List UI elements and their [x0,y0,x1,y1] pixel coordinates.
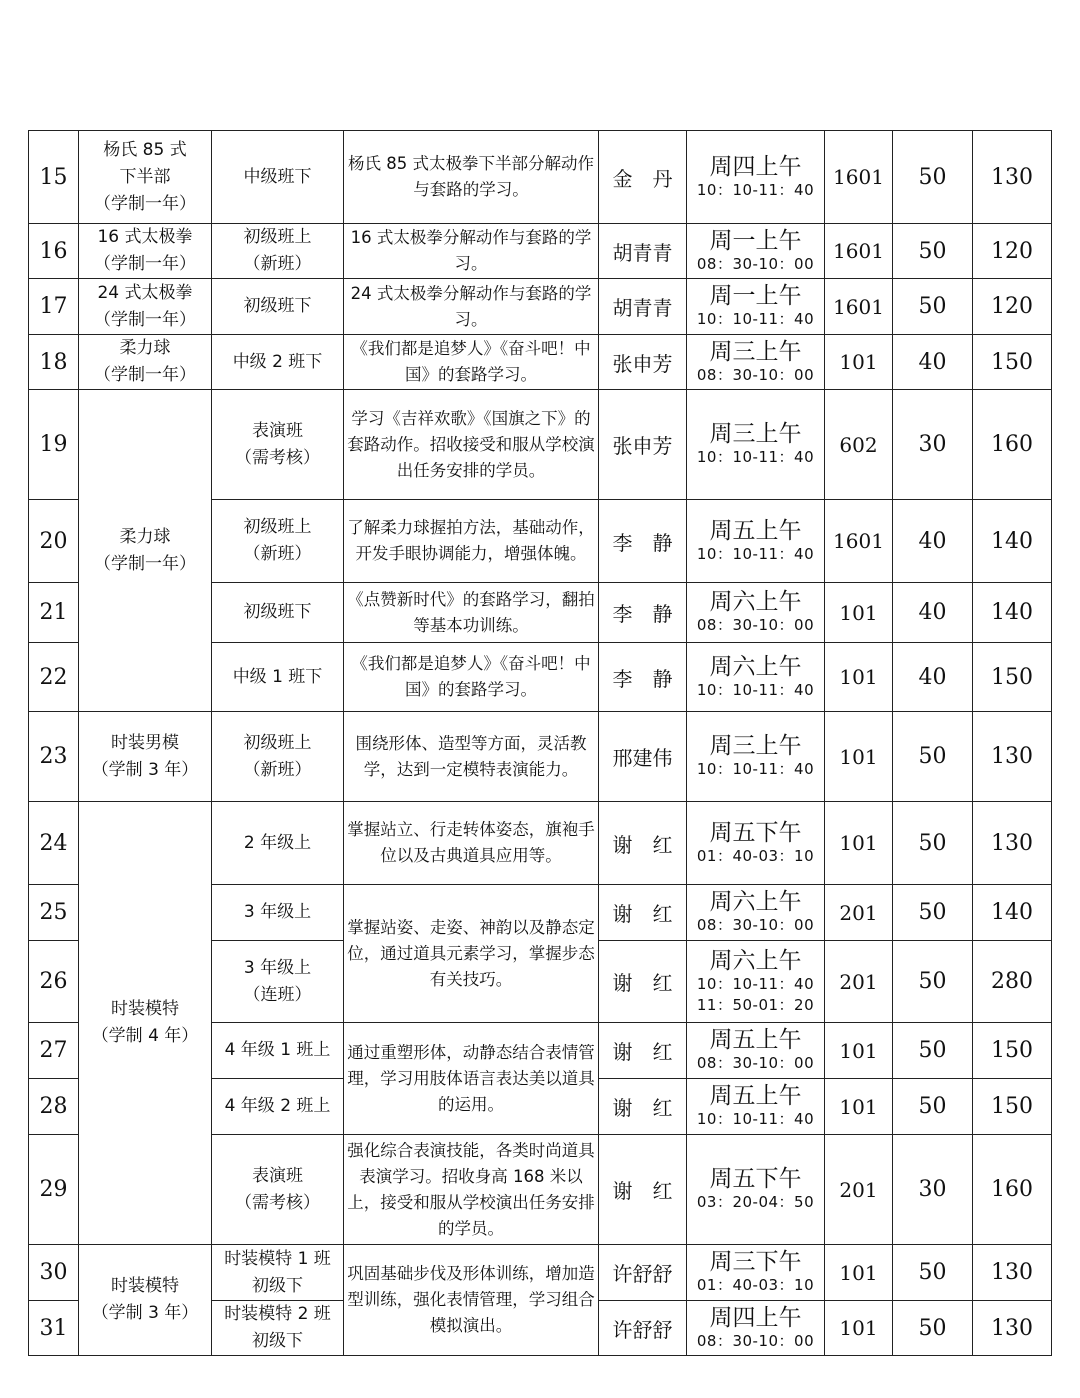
row-number: 16 [29,224,79,279]
class-day: 周三下午 [709,1249,802,1275]
course-description: 《我们都是追梦人》《奋斗吧！中国》的套路学习。 [344,335,599,390]
course-name-line: （学制一年） [94,365,196,385]
class-hours: 10：10-11：40 [696,310,815,328]
class-capacity: 50 [893,712,973,802]
room-number: 101 [825,712,893,802]
course-name-line: 时装模特 [111,1276,179,1296]
class-capacity: 40 [893,335,973,390]
table-row [29,224,1052,279]
room-number: 1601 [825,500,893,583]
teacher-name: 谢 红 [612,1179,673,1203]
room-number: 201 [825,1135,893,1245]
class-capacity: 50 [893,1301,973,1356]
row-number: 28 [29,1079,79,1135]
class-time [687,131,825,224]
row-number: 19 [29,390,79,500]
class-level-line: 时装模特 2 班 [224,1304,331,1324]
table-row [29,390,1052,500]
class-hours: 08：30-10：00 [696,254,815,273]
class-level-line: 中级班下 [243,166,312,187]
teacher-name: 许舒舒 [612,1262,673,1286]
teacher-cell [599,1079,687,1135]
class-fee: 150 [973,643,1052,712]
class-hours: 11：50-01：20 [696,995,815,1014]
class-level-line: 初级下 [252,1331,303,1351]
course-name-line: 时装男模 [111,732,179,753]
table-row [29,279,1052,335]
class-time [687,1245,825,1301]
row-number: 29 [29,1135,79,1245]
class-level-line: （新班） [243,759,312,780]
class-level [212,885,344,941]
teacher-cell [599,802,687,885]
class-level [212,1245,344,1301]
course-description: 杨氏 85 式太极拳下半部分解动作与套路的学习。 [344,131,599,224]
class-level [212,224,344,279]
class-fee: 160 [973,390,1052,500]
class-level-line: 初级班上 [243,227,312,247]
teacher-name: 邢建伟 [612,746,673,770]
class-day: 周四上午 [709,1304,802,1331]
table-row [29,802,1052,885]
teacher-cell [599,1301,687,1356]
class-day: 周五上午 [709,517,802,544]
class-fee: 130 [973,712,1052,802]
class-fee: 130 [973,1245,1052,1301]
course-description: 巩固基础步伐及形体训练，增加造型训练，强化表情管理，学习组合模拟演出。 [344,1245,599,1356]
class-fee: 130 [973,802,1052,885]
teacher-name: 张申芳 [612,351,673,376]
class-time [687,802,825,885]
class-day: 周四上午 [709,153,802,180]
course-description: 了解柔力球握拍方法，基础动作，开发手眼协调能力，增强体魄。 [344,500,599,583]
course-name-line: 柔力球 [119,338,171,358]
class-level-line: 初级班下 [243,296,312,316]
class-hours: 10：10-11：40 [696,680,815,699]
class-fee: 140 [973,583,1052,643]
course-description: 掌握站立、行走转体姿态，旗袍手位以及古典道具应用等。 [344,802,599,885]
course-description: 24 式太极拳分解动作与套路的学习。 [344,279,599,335]
class-day: 周六上午 [709,653,802,680]
course-name-line: （学制 3 年） [91,1303,199,1323]
class-fee: 150 [973,1079,1052,1135]
room-number: 101 [825,335,893,390]
course-name [79,335,212,390]
class-level [212,802,344,885]
class-time [687,1079,825,1135]
course-description: 掌握站姿、走姿、神韵以及静态定位，通过道具元素学习，掌握步态有关技巧。 [344,885,599,1023]
teacher-cell [599,941,687,1023]
class-level [212,279,344,335]
class-hours: 10：10-11：40 [696,1110,815,1128]
class-level [212,1079,344,1135]
class-capacity: 50 [893,279,973,335]
course-name-line: 时装模特 [111,999,179,1019]
teacher-name: 李 静 [612,666,673,691]
row-number: 20 [29,500,79,583]
class-capacity: 50 [893,1079,973,1135]
class-level-line: 4 年级 1 班上 [224,1040,331,1060]
class-level-line: 3 年级上 [243,902,312,922]
class-level-line: 中级 2 班下 [232,351,323,372]
course-name-line: 柔力球 [119,526,171,547]
room-number: 1601 [825,224,893,279]
class-hours: 10：10-11：40 [696,760,815,778]
class-level-line: 时装模特 1 班 [224,1248,331,1269]
teacher-name: 金 丹 [612,166,673,191]
class-fee: 130 [973,131,1052,224]
teacher-cell [599,1135,687,1245]
class-time [687,1023,825,1079]
room-number: 101 [825,1023,893,1079]
teacher-cell [599,1245,687,1301]
teacher-cell [599,1023,687,1079]
course-description: 强化综合表演技能，各类时尚道具表演学习。招收身高 168 米以上，接受和服从学校演出任务安排的学员。 [344,1135,599,1245]
teacher-name: 谢 红 [612,971,673,995]
row-number: 26 [29,941,79,1023]
teacher-name: 谢 红 [612,1040,673,1064]
teacher-name: 张申芳 [612,434,673,458]
teacher-cell [599,390,687,500]
class-day: 周六上午 [709,889,802,915]
teacher-cell [599,712,687,802]
class-level-line: 2 年级上 [243,832,312,853]
course-name-line: 杨氏 85 式 [103,139,187,160]
class-capacity: 30 [893,390,973,500]
class-level-line: （连班） [243,984,312,1005]
table-row [29,1245,1052,1301]
course-name-line: （学制一年） [94,553,196,574]
class-capacity: 40 [893,500,973,583]
row-number: 31 [29,1301,79,1356]
course-description: 《我们都是追梦人》《奋斗吧！中国》的套路学习。 [344,643,599,712]
teacher-name: 胡青青 [612,240,673,265]
row-number: 23 [29,712,79,802]
course-name-line: （学制 4 年） [91,1026,199,1046]
class-hours: 01：40-03：10 [696,1276,815,1294]
room-number: 201 [825,941,893,1023]
teacher-cell [599,279,687,335]
class-hours: 08：30-10：00 [696,916,815,934]
room-number: 1601 [825,131,893,224]
table-row [29,131,1052,224]
class-fee: 120 [973,224,1052,279]
row-number: 24 [29,802,79,885]
row-number: 27 [29,1023,79,1079]
class-level-line: 4 年级 2 班上 [224,1096,331,1116]
teacher-name: 胡青青 [612,296,673,320]
class-day: 周五下午 [709,1166,802,1192]
row-number: 25 [29,885,79,941]
row-number: 30 [29,1245,79,1301]
room-number: 1601 [825,279,893,335]
row-number: 18 [29,335,79,390]
class-day: 周一上午 [709,227,802,254]
room-number: 101 [825,583,893,643]
course-name [79,1245,212,1356]
class-hours: 08：30-10：00 [696,1331,815,1350]
class-day: 周三上午 [709,733,802,759]
row-number: 15 [29,131,79,224]
row-number: 17 [29,279,79,335]
row-number: 22 [29,643,79,712]
course-name [79,131,212,224]
class-capacity: 40 [893,583,973,643]
class-capacity: 50 [893,802,973,885]
schedule-body [29,131,1052,1356]
room-number: 101 [825,1245,893,1301]
class-fee: 160 [973,1135,1052,1245]
teacher-cell [599,885,687,941]
class-level [212,500,344,583]
course-name [79,802,212,1245]
class-day: 周一上午 [709,283,802,309]
teacher-cell [599,643,687,712]
teacher-cell [599,224,687,279]
class-fee: 140 [973,500,1052,583]
class-day: 周五下午 [709,819,802,846]
course-description: 16 式太极拳分解动作与套路的学习。 [344,224,599,279]
class-fee: 120 [973,279,1052,335]
class-capacity: 50 [893,1245,973,1301]
room-number: 602 [825,390,893,500]
class-capacity: 50 [893,131,973,224]
course-description: 通过重塑形体，动静态结合表情管理，学习用肢体语言表达美以道具的运用。 [344,1023,599,1135]
class-level-line: （新班） [243,254,312,274]
course-name-line: （学制一年） [94,309,196,330]
class-level-line: （新班） [243,544,312,564]
class-time [687,941,825,1023]
teacher-cell [599,583,687,643]
course-name-line: 16 式太极拳 [97,227,193,247]
class-day: 周三上午 [709,421,802,447]
class-capacity: 50 [893,941,973,1023]
room-number: 101 [825,802,893,885]
class-hours: 08：30-10：00 [696,365,815,384]
room-number: 101 [825,1301,893,1356]
teacher-cell [599,131,687,224]
class-level-line: 初级班上 [243,732,312,753]
class-level-line: 初级下 [252,1275,303,1296]
class-level [212,712,344,802]
course-description: 围绕形体、造型等方面，灵活教学，达到一定模特表演能力。 [344,712,599,802]
class-hours: 10：10-11：40 [696,448,815,466]
class-level [212,583,344,643]
teacher-name: 李 静 [612,530,673,555]
class-hours: 10：10-11：40 [696,544,815,563]
class-time [687,712,825,802]
class-time [687,1135,825,1245]
course-name [79,224,212,279]
class-level-line: （需考核） [235,447,320,468]
teacher-name: 谢 红 [612,902,673,926]
course-name [79,390,212,712]
teacher-name: 谢 红 [612,832,673,857]
class-level-line: 初级班上 [243,517,312,537]
class-hours: 08：30-10：00 [696,1054,815,1072]
table-row [29,712,1052,802]
class-fee: 130 [973,1301,1052,1356]
class-day: 周三上午 [709,338,802,365]
teacher-name: 谢 红 [612,1096,673,1120]
class-time [687,279,825,335]
class-time [687,224,825,279]
course-description: 学习《吉祥欢歌》《国旗之下》的套路动作。招收接受和服从学校演出任务安排的学员。 [344,390,599,500]
class-level-line: （需考核） [235,1192,320,1213]
class-level [212,1023,344,1079]
class-day: 周五上午 [709,1027,802,1053]
class-level [212,941,344,1023]
course-name-line: 下半部 [119,166,171,187]
class-hours: 08：30-10：00 [696,616,815,634]
class-time [687,643,825,712]
class-capacity: 40 [893,643,973,712]
class-level-line: 3 年级上 [243,957,312,978]
class-level [212,131,344,224]
class-level [212,643,344,712]
class-level [212,390,344,500]
course-name-line: （学制一年） [94,193,196,214]
class-day: 周五上午 [709,1083,802,1109]
course-name-line: （学制一年） [94,254,196,274]
class-time [687,500,825,583]
room-number: 101 [825,643,893,712]
class-hours: 01：40-03：10 [696,846,815,865]
course-schedule-table [28,130,1052,1356]
class-fee: 150 [973,335,1052,390]
teacher-cell [599,335,687,390]
class-fee: 150 [973,1023,1052,1079]
class-level-line: 表演班 [252,420,303,441]
class-capacity: 50 [893,1023,973,1079]
class-capacity: 50 [893,224,973,279]
row-number: 21 [29,583,79,643]
course-name [79,712,212,802]
class-fee: 140 [973,885,1052,941]
teacher-name: 李 静 [612,602,673,626]
class-level-line: 初级班下 [243,602,312,622]
class-capacity: 50 [893,885,973,941]
class-time [687,390,825,500]
course-name-line: （学制 3 年） [91,759,199,780]
course-name [79,279,212,335]
class-time [687,335,825,390]
class-level-line: 中级 1 班下 [232,666,323,687]
class-time [687,885,825,941]
class-level [212,335,344,390]
course-name-line: 24 式太极拳 [97,282,193,303]
class-hours: 03：20-04：50 [696,1193,815,1211]
class-level [212,1135,344,1245]
class-hours: 10：10-11：40 [696,180,815,199]
room-number: 201 [825,885,893,941]
room-number: 101 [825,1079,893,1135]
class-level-line: 表演班 [252,1165,303,1186]
teacher-name: 许舒舒 [612,1317,673,1342]
class-fee: 280 [973,941,1052,1023]
class-day: 周六上午 [709,947,802,974]
class-day: 周六上午 [709,589,802,615]
class-hours: 10：10-11：40 [696,974,815,993]
class-capacity: 30 [893,1135,973,1245]
course-description: 《点赞新时代》的套路学习，翻拍等基本功训练。 [344,583,599,643]
class-time [687,583,825,643]
class-time [687,1301,825,1356]
class-level [212,1301,344,1356]
teacher-cell [599,500,687,583]
table-row [29,335,1052,390]
